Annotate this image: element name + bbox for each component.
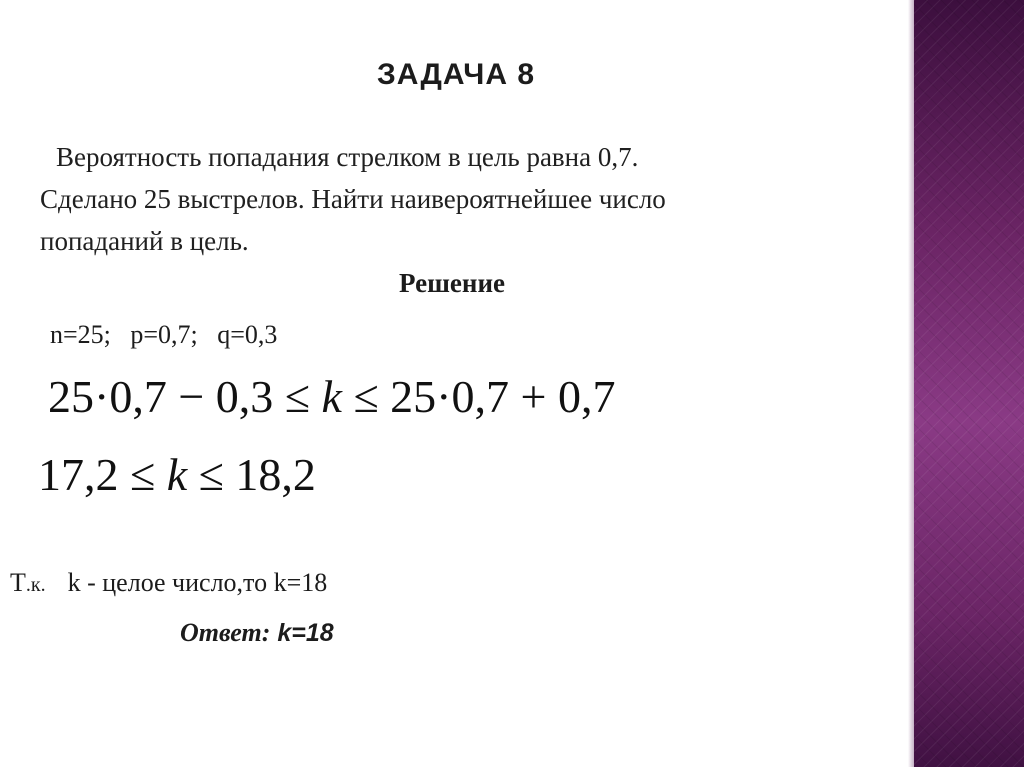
conclusion-text: k - целое число,то k=18 (67, 568, 328, 597)
inequality-1-right: ≤ 25·0,7 + 0,7 (341, 371, 616, 422)
conclusion-line (10, 568, 327, 598)
inequality-1-left: 25·0,7 − 0,3 ≤ (48, 371, 322, 422)
conclusion-prefix-big: Т (10, 568, 26, 597)
conclusion-prefix (10, 568, 46, 597)
answer-value: k=18 (270, 619, 334, 647)
problem-line-3: попаданий в цель. (40, 226, 249, 256)
inequality-1-variable: k (321, 371, 342, 422)
answer-label: Ответ: (180, 618, 271, 647)
solution-heading: Решение (399, 268, 505, 298)
inequality-2-right: ≤ 18,2 (187, 449, 316, 500)
problem-line-1: Вероятность попадания стрелком в цель равна 0,7. (56, 142, 639, 172)
given-values: n=25; p=0,7; q=0,3 (50, 320, 278, 349)
inequality-2-variable: k (166, 449, 188, 500)
problem-statement (40, 136, 860, 262)
inequality-formula-1 (48, 370, 615, 423)
slide-title: ЗАДАЧА 8 (376, 58, 536, 91)
inequality-2-left: 17,2 ≤ (38, 449, 167, 500)
conclusion-prefix-small: .к. (25, 574, 46, 596)
problem-line-2: Сделано 25 выстрелов. Найти наивероятнейшее число (40, 184, 666, 214)
decorative-side-band (914, 0, 1024, 767)
answer-line (180, 618, 334, 648)
inequality-formula-2 (38, 448, 316, 501)
